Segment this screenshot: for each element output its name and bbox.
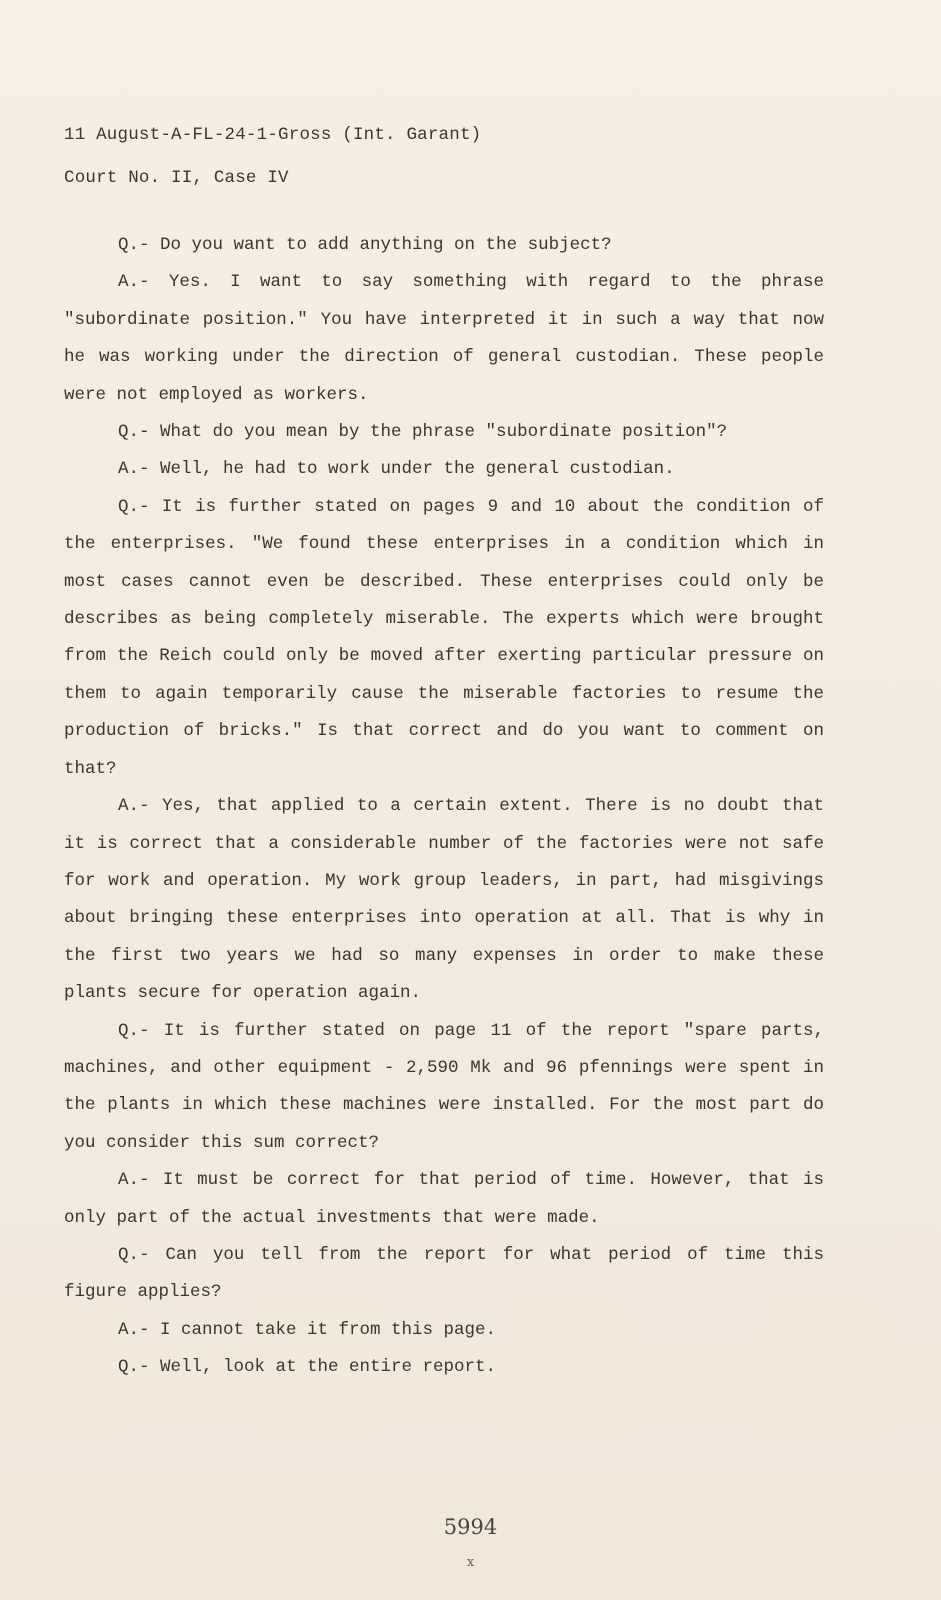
transcript-paragraph: Q.- Well, look at the entire report. [118,1357,497,1378]
transcript-paragraph: A.- It must be correct for that period of time. However, that is only part of the actual investments that were made. [64,1170,824,1228]
transcript-paragraph: A.- Yes. I want to say something with regard to the phrase "subordinate position." You have interpreted it in such a way that now he was working under the direction of general custodian. These people were not employed as workers. [64,272,824,405]
footer-mark: x [466,1555,475,1570]
transcript-paragraph: Q.- Can you tell from the report for what period of time this figure applies? [64,1244,824,1303]
transcript-paragraph: A.- I cannot take it from this page. [118,1319,497,1340]
transcript-paragraph: Q.- It is further stated on pages 9 and 10 about the condition of the enterprises. "We found these enterprises in a condition which in most cases cannot even be described. These enterprises could only be describes as being completely miserable. The experts which were brought from the Reich could only be moved after exerting particular pressure on them to again temporarily cause the miserable factories to resume the production of bricks." Is that correct and do you want to comment on that? [64,496,824,779]
header-reference-line: 11 August-A-FL-24-1-Gross (Int. Garant) [64,125,482,145]
transcript-body [64,227,824,1387]
transcript-paragraph: Q.- What do you mean by the phrase "subordinate position"? [118,422,728,443]
page-number: 5994 [443,1515,498,1539]
transcript-paragraph: A.- Well, he had to work under the general custodian. [118,459,675,480]
transcript-paragraph: A.- Yes, that applied to a certain extent. There is no doubt that it is correct that a considerable number of the factories were not safe for work and operation. My work group leaders, in part, had misgivings about bringing these enterprises into operation at all. That is why in the first two years we had so many expenses in order to make these plants secure for operation again. [64,796,824,1004]
header-court-line: Court No. II, Case IV [64,168,289,188]
transcript-paragraph: Q.- Do you want to add anything on the subject? [118,235,612,255]
document-header [64,114,481,200]
transcript-paragraph: Q.- It is further stated on page 11 of the report "spare parts, machines, and other equipment - 2,590 Mk and 96 pfennings were spent in the plants in which these machines were installed. For the most part do you consider this sum correct? [64,1020,824,1153]
